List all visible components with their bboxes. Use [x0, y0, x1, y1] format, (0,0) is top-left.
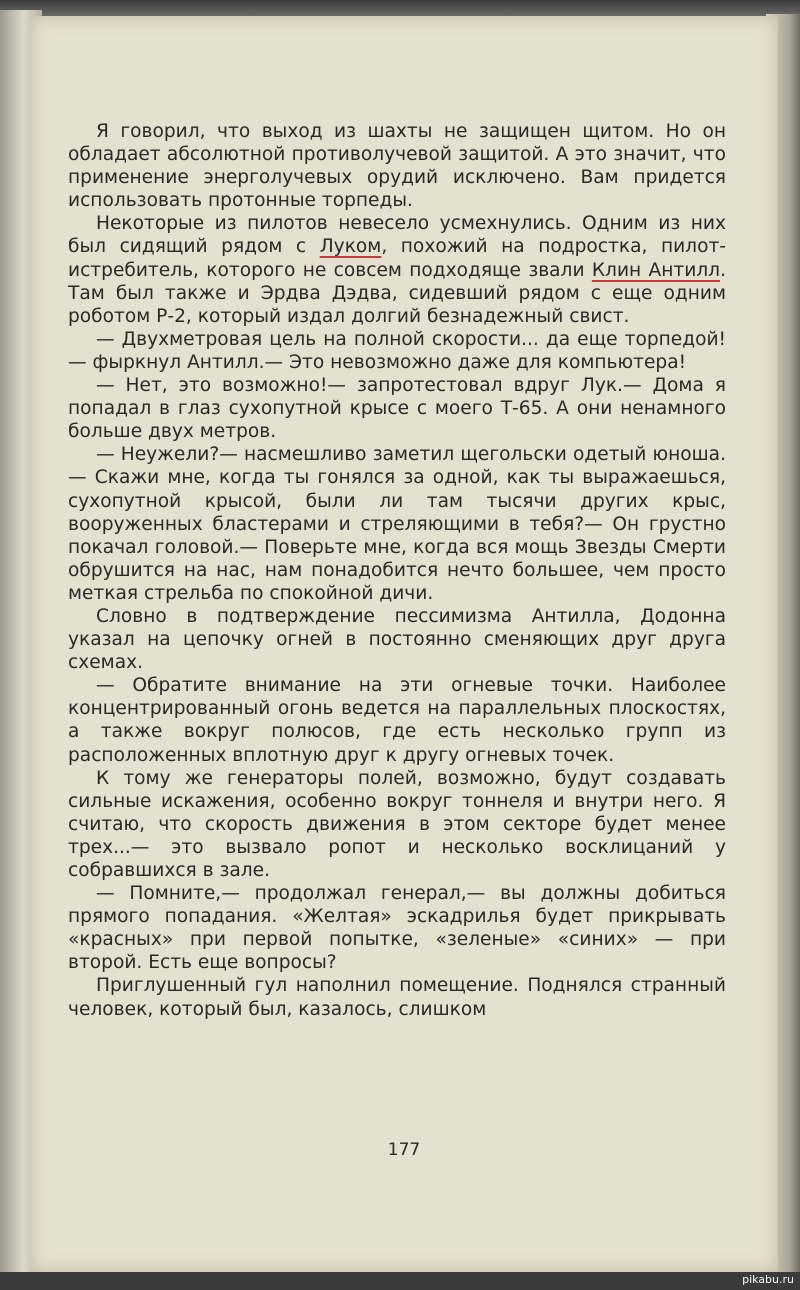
- paragraph-4: — Нет, это возможно!— запротестовал вдруг Лук.— Дома я попадал в глаз сухопутной крысе с моего Т-65. А они ненамного больше двух метров.: [68, 375, 726, 443]
- paragraph-7: — Обратите внимание на эти огневые точки. Наиболее концентрированный огонь ведется на параллельных плоскостях, а также вокруг полюсов, где есть несколько групп из расположенных вплотную друг к другу огневых точек.: [68, 675, 726, 766]
- paragraph-2-end: . Там был также и Эрдва Дэдва, сидевший рядом с еще одним роботом Р-2, который издал долгий безнадежный свист.: [68, 259, 726, 327]
- paragraph-8: К тому же генераторы полей, возможно, будут создавать сильные искажения, особенно вокруг тоннеля и внутри него. Я считаю, что скорость движения в этом секторе будет менее трех...— это вызвало ропот и несколько восклицаний у собравшихся в зале.: [68, 767, 726, 881]
- paragraph-5: — Неужели?— насмешливо заметил щегольски одетый юноша.— Скажи мне, когда ты гонялся за одной, как ты выражаешься, сухопутной крысой, были ли там тысячи других крыс, вооруженных бластерами и стреляющими в тебя?— Он грустно покачал головой.— Поверьте мне, когда вся мощь Звезды Смерти обрушится на нас, нам понадобится нечто большее, чем просто меткая стрельба по спокойной дичи.: [68, 444, 726, 604]
- watermark: pikabu.ru: [742, 1273, 794, 1286]
- scanner-bottom-edge: [0, 1272, 800, 1290]
- underlined-name-luk: Луком: [319, 236, 382, 258]
- paragraph-6: Словно в подтверждение пессимизма Антилла, Додонна указал на цепочку огней в постоянно сменяющих друг друга схемах.: [68, 605, 726, 674]
- book-page: [30, 16, 778, 1272]
- paragraph-1: Я говорил, что выход из шахты не защищен щитом. Но он обладает абсолютной противолучевой защитой. А это значит, что применение энерголучевых орудий исключено. Вам придется использовать протонные торпеды.: [68, 121, 726, 212]
- underlined-name-klin-antill: Клин Антилл: [591, 259, 721, 281]
- paragraph-9: — Помните,— продолжал генерал,— вы должны добиться прямого попадания. «Желтая» эскадрилья будет прикрывать «красных» при первой попытке, «зеленые» «синих» — при второй. Есть еще вопросы?: [68, 883, 726, 974]
- paragraph-10: Приглушенный гул наполнил помещение. Поднялся странный человек, который был, казалось, слишком: [68, 975, 726, 1020]
- paragraph-2: [68, 212, 726, 327]
- page-number: 177: [387, 1140, 421, 1160]
- page-text: [68, 120, 726, 1021]
- paragraph-2-middle: , похожий на подростка, пилот-истребитель, которого не совсем подходяще звали: [68, 236, 726, 281]
- paragraph-2-start: Некоторые из пилотов невесело усмехнулись. Одним из них был сидящий рядом с: [68, 213, 726, 258]
- paragraph-3: — Двухметровая цель на полной скорости... да еще торпедой!— фыркнул Антилл.— Это невозможно даже для компьютера!: [68, 328, 726, 373]
